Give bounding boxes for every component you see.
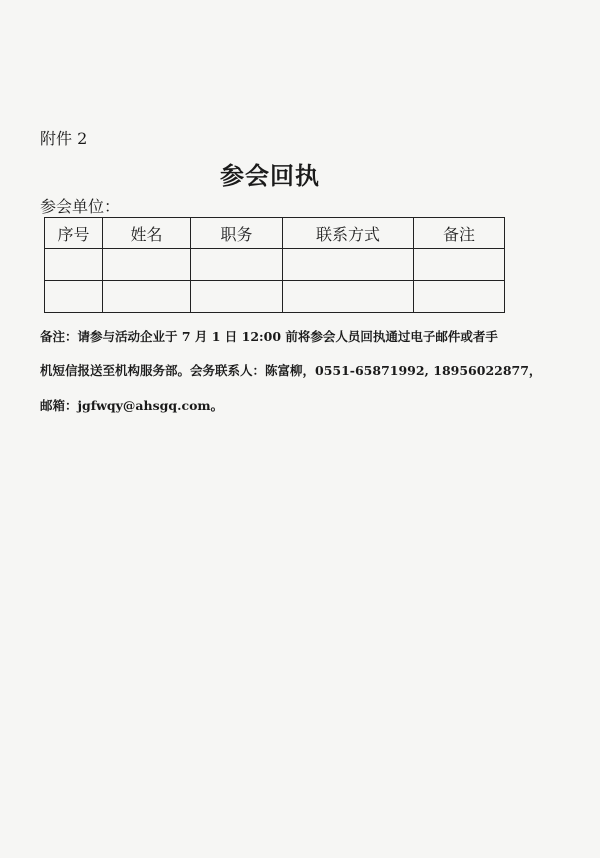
table-cell [45, 281, 103, 313]
table-cell [191, 249, 283, 281]
note-line-2: 机短信报送至机构服务部。会务联系人：陈富柳，0551-65871992, 18956022877， [40, 363, 542, 378]
table-cell [103, 281, 191, 313]
document-title: 参会回执 [220, 161, 320, 190]
table-cell [414, 249, 505, 281]
note-line-1: 备注：请参与活动企业于 7 月 1 日 12:00 前将参会人员回执通过电子邮件或者手 [40, 329, 498, 344]
table-cell [191, 281, 283, 313]
attachment-label: 附件 2 [40, 129, 88, 148]
column-header-remarks: 备注 [414, 218, 505, 249]
table-cell [414, 281, 505, 313]
column-header-contact: 联系方式 [283, 218, 414, 249]
column-header-index: 序号 [45, 218, 103, 249]
table-row [45, 249, 505, 281]
registration-table [44, 217, 505, 313]
participating-unit-label: 参会单位： [40, 197, 121, 216]
column-header-position: 职务 [191, 218, 283, 249]
table-row [45, 281, 505, 313]
note-line-3: 邮箱：jgfwqy@ahsgq.com。 [40, 398, 224, 413]
table-header-row [45, 218, 505, 249]
table-cell [45, 249, 103, 281]
table-cell [103, 249, 191, 281]
table-cell [283, 281, 414, 313]
table-cell [283, 249, 414, 281]
column-header-name: 姓名 [103, 218, 191, 249]
